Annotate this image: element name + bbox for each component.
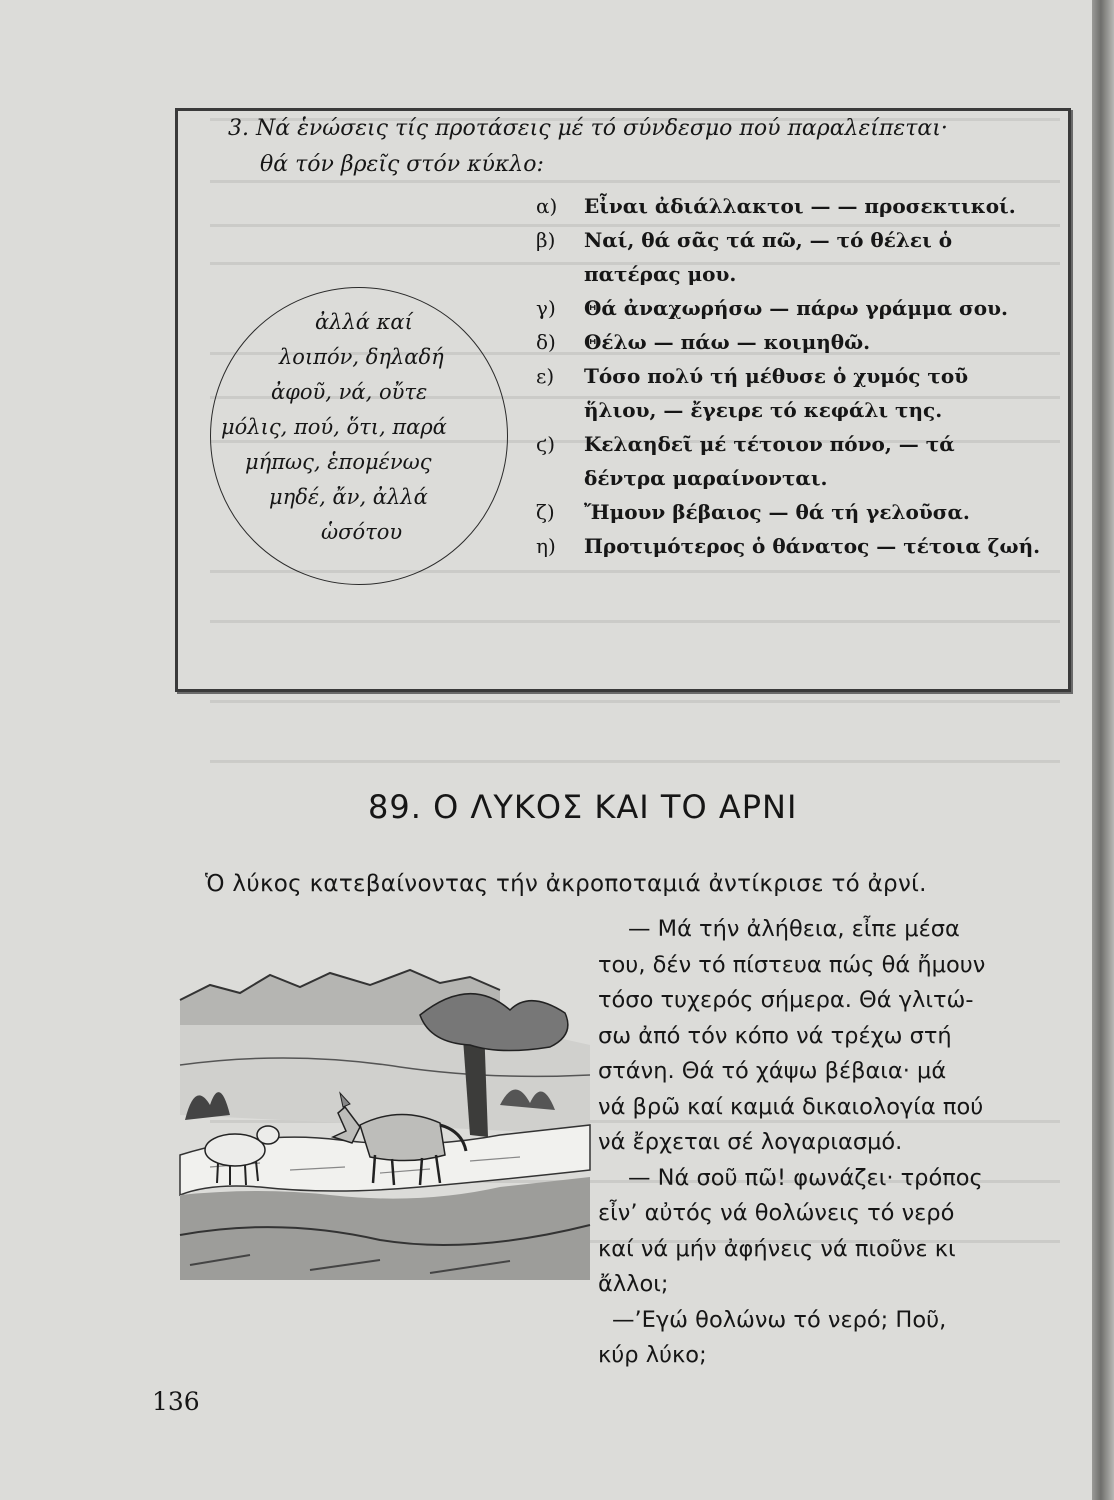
sentence-item xyxy=(536,325,1041,359)
story-line: τόσο τυχερός σήμερα. Θά γλιτώ- xyxy=(598,987,974,1013)
story-line: —’Εγώ θολώνω τό νερό; Ποῦ, xyxy=(612,1306,947,1333)
sentence-text: Ναί, θά σᾶς τά πῶ, — τό θέλει ὁ πατέρας μου. xyxy=(584,228,953,286)
conjunction-circle xyxy=(210,287,508,585)
story-line: — Νά σοῦ πῶ! φωνάζει· τρόπος xyxy=(628,1164,983,1191)
story-line: νά ἔρχεται σέ λογαριασμό. xyxy=(598,1129,903,1155)
sentence-item xyxy=(536,529,1041,563)
story-title: 89. Ο ΛΥΚΟΣ ΚΑΙ ΤΟ ΑΡΝΙ xyxy=(368,788,798,826)
story-line: του, δέν τό πίστευα πώς θά ἤμουν xyxy=(598,951,986,978)
sentence-label: η) xyxy=(536,534,556,558)
sentence-label: ζ) xyxy=(536,500,555,524)
sentence-item xyxy=(536,427,1041,495)
exercise-box xyxy=(175,108,1071,692)
story-first-line: Ὁ λύκος κατεβαίνοντας τήν ἀκροποταμιά ἀντίκρισε τό ἀρνί. xyxy=(205,871,927,897)
exercise-instruction xyxy=(228,111,1068,183)
circle-word: ἀλλά καί xyxy=(315,310,413,334)
story-line: ἄλλοι; xyxy=(598,1271,669,1297)
wolf-and-lamb-illustration xyxy=(170,955,595,1280)
sentence-item xyxy=(536,359,1041,427)
sentence-label: α) xyxy=(536,194,558,218)
story-line: κύρ λύκο; xyxy=(598,1342,707,1368)
story-line: — Μά τήν ἀλήθεια, εἶπε μέσα xyxy=(628,916,960,942)
page-number: 136 xyxy=(152,1387,200,1416)
sentence-text: Προτιμότερος ὁ θάνατος — τέτοια ζωή. xyxy=(584,534,1041,558)
story-line: εἶν’ αὐτός νά θολώνεις τό νερό xyxy=(598,1200,955,1226)
instruction-line-2: θά τόν βρεῖς στόν κύκλο: xyxy=(260,152,544,177)
sentence-text: Εἶναι ἀδιάλλακτοι — — προσεκτικοί. xyxy=(584,194,1016,218)
sentence-text: Τόσο πολύ τή μέθυσε ὁ χυμός τοῦ ἥλιου, — ἔγειρε τό κεφάλι της. xyxy=(584,364,969,422)
circle-word: μηδέ, ἄν, ἀλλά xyxy=(269,485,428,509)
sentence-text: Κελαηδεῖ μέ τέτοιον πόνο, — τά δέντρα μαραίνονται. xyxy=(584,432,955,490)
sentence-item xyxy=(536,189,1041,223)
sentence-item xyxy=(536,495,1041,529)
sentence-item xyxy=(536,223,1041,291)
sentence-list xyxy=(536,189,1041,563)
story-line: σω ἀπό τόν κόπο νά τρέχω στή xyxy=(598,1022,952,1049)
sentence-text: Ἤμουν βέβαιος — θά τή γελοῦσα. xyxy=(584,500,970,524)
instruction-line-1: 3. Νά ἑνώσεις τίς προτάσεις μέ τό σύνδεσμο πού παραλείπεται· xyxy=(228,116,948,141)
sentence-label: ε) xyxy=(536,364,555,388)
sentence-item xyxy=(536,291,1041,325)
sentence-label: δ) xyxy=(536,330,556,354)
circle-word: ἀφοῦ, νά, οὔτε xyxy=(271,380,428,404)
story-body xyxy=(598,912,1040,1374)
story-line: νά βρῶ καί καμιά δικαιολογία πού xyxy=(598,1093,984,1120)
story-line: στάνη. Θά τό χάψω βέβαια· μά xyxy=(598,1058,947,1084)
story-line: καί νά μήν ἀφήνεις νά πιοῦνε κι xyxy=(598,1235,956,1262)
book-spine-edge xyxy=(1092,0,1114,1500)
circle-word: μόλις, πού, ὅτι, παρά xyxy=(221,415,447,439)
sentence-label: ϛ) xyxy=(536,432,556,456)
circle-word: ὡσότου xyxy=(321,520,403,544)
sentence-text: Θά ἀναχωρήσω — πάρω γράμμα σου. xyxy=(584,296,1008,320)
sentence-label: β) xyxy=(536,228,556,252)
circle-word: λοιπόν, δηλαδή xyxy=(279,345,444,369)
sentence-label: γ) xyxy=(536,296,556,320)
circle-word: μήπως, ἑπομένως xyxy=(245,450,432,474)
sentence-text: Θέλω — πάω — κοιμηθῶ. xyxy=(584,330,871,354)
